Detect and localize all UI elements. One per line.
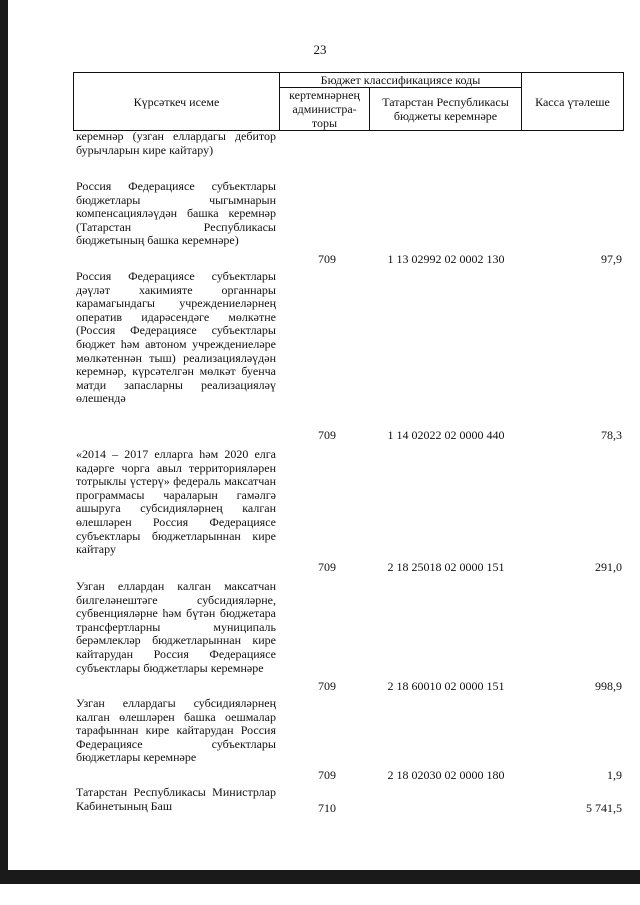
scan-border-bottom bbox=[0, 870, 640, 884]
row-name: «2014 – 2017 елларга һәм 2020 елга кадәрге чорга авыл территорияләрен тотрыклы үстерү» федераль максатчан программасы чараларын гамәлгә ашыруга субсидияләрнең калган өлешләрен Россия Федерациясе субъектлары бюджетларыннан кире кайтару bbox=[76, 447, 276, 557]
scan-border-left bbox=[0, 0, 8, 884]
row-budget-code: 2 18 25018 02 0000 151 bbox=[387, 560, 505, 574]
row-name: Татарстан Республикасы Министрлар Кабинетының Баш bbox=[76, 785, 276, 813]
header-admin: кертемнәрнең администра-торы bbox=[280, 88, 370, 131]
row-name: керемнәр (узган еллардагы дебитор бурычларын кире кайтару) bbox=[76, 129, 276, 157]
row-budget-code: 2 18 60010 02 0000 151 bbox=[387, 679, 505, 693]
row-admin-code: 709 bbox=[318, 679, 336, 693]
row-amount: 78,3 bbox=[601, 428, 622, 442]
row-amount: 291,0 bbox=[595, 560, 622, 574]
page-number: 23 bbox=[313, 42, 327, 57]
row-amount: 998,9 bbox=[595, 679, 622, 693]
table-header bbox=[73, 72, 624, 131]
header-cash-execution: Касса үтәлеше bbox=[522, 73, 624, 131]
row-admin-code: 709 bbox=[318, 768, 336, 782]
row-name: Россия Федерациясе субъектлары бюджетлары чыгымнарын компенсацияләүдән башка керемнәр (Татарстан Республикасы бюджетының башка керемнәре) bbox=[76, 179, 276, 248]
row-budget-code: 1 14 02022 02 0000 440 bbox=[387, 428, 505, 442]
row-amount: 97,9 bbox=[601, 252, 622, 266]
row-amount: 1,9 bbox=[607, 768, 622, 782]
row-admin-code: 709 bbox=[318, 560, 336, 574]
row-name: Россия Федерациясе субъектлары дәүләт хакимияте органнары карамагындагы учреждениеләрнең оператив идарәсендәге мөлкәтне (Россия Федерациясе субъектлары бюджет һәм автоном учреждениеләре мөлкәтеннән тыш) реализацияләүдән керемнәр, күрсәтелгән мөлкәт буенча матди запасларны реализацияләү өлешендә bbox=[76, 269, 276, 406]
row-budget-code: 2 18 02030 02 0000 180 bbox=[387, 768, 505, 782]
header-indicator-name: Күрсәткеч исеме bbox=[74, 73, 280, 131]
row-admin-code: 709 bbox=[318, 252, 336, 266]
header-classification: Бюджет классификациясе коды bbox=[280, 73, 522, 88]
row-admin-code: 710 bbox=[318, 801, 336, 815]
row-amount: 5 741,5 bbox=[586, 801, 622, 815]
row-admin-code: 709 bbox=[318, 428, 336, 442]
row-name: Узган еллардан калган максатчан билгеләнештәге субсидияләрне, субвенцияләрне һәм бүтән бюджетара трансфертларны муниципаль берәмлекләр бюджетларыннан кире кайтарудан Россия Федерациясе субъектлары бюджетлары керемнәре bbox=[76, 579, 276, 675]
row-name: Узган еллардагы субсидияләрнең калган өлешләрен башка оешмалар тарафыннан кире кайтарудан Россия Федерациясе субъектлары бюджетлары керемнәре bbox=[76, 696, 276, 765]
row-budget-code: 1 13 02992 02 0002 130 bbox=[387, 252, 505, 266]
header-budget-income: Татарстан Республикасы бюджеты керемнәре bbox=[370, 88, 522, 131]
